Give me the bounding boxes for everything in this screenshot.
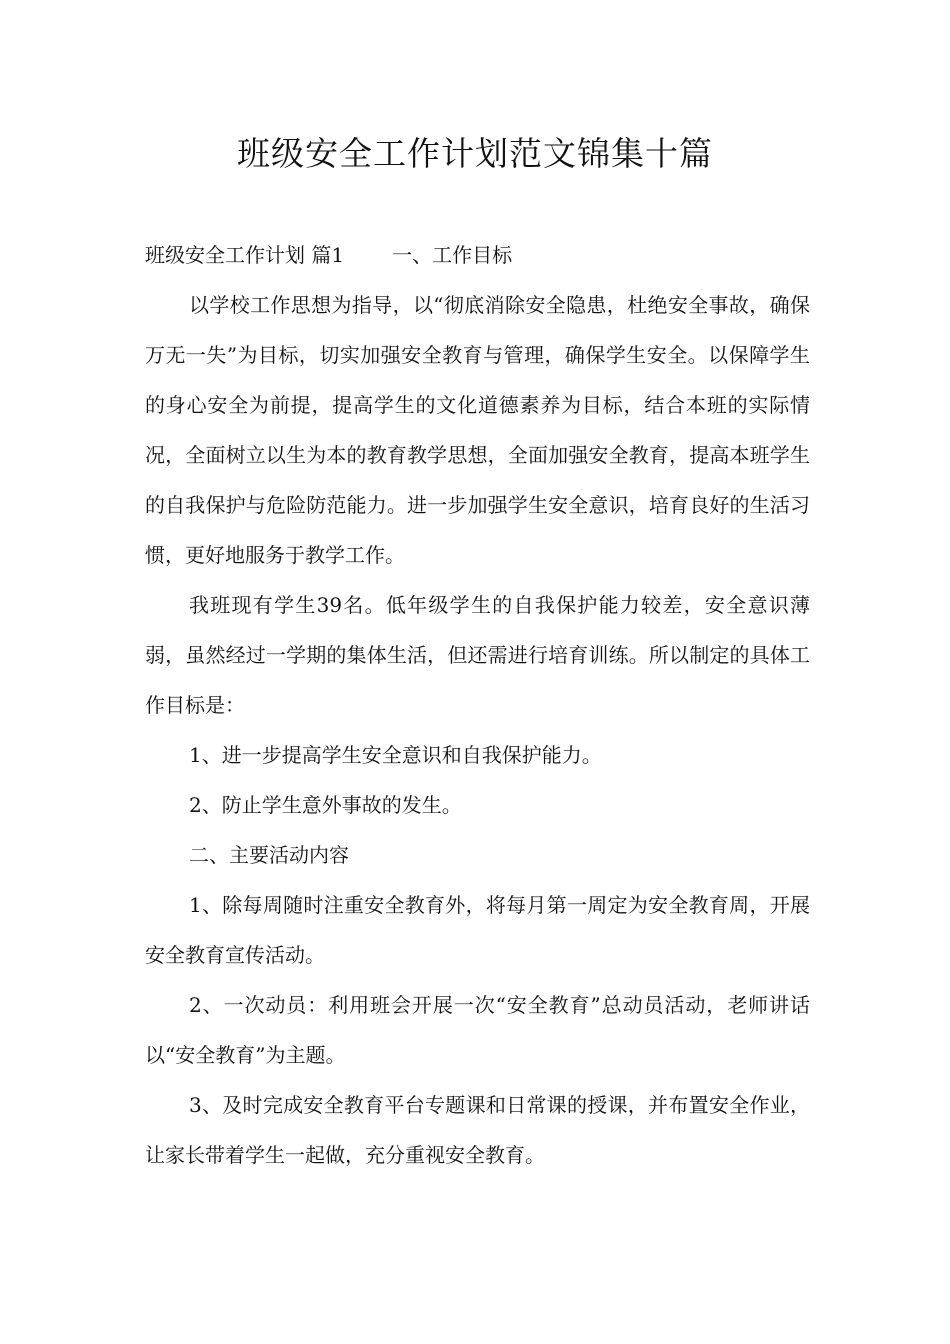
list-item-activity-2: 2、一次动员：利用班会开展一次“安全教育”总动员活动，老师讲话以“安全教育”为主题。 <box>145 993 810 1067</box>
list-item-goal-2: 2、防止学生意外事故的发生。 <box>189 793 462 817</box>
document-title: 班级安全工作计划范文锦集十篇 <box>237 134 713 173</box>
document-body <box>145 230 810 1180</box>
list-item-activity-1: 1、除每周随时注重安全教育外，将每月第一周定为安全教育周，开展安全教育宣传活动。 <box>145 893 810 967</box>
section-heading: 一、工作目标 <box>392 243 513 267</box>
section-label: 班级安全工作计划 篇1 <box>145 243 345 267</box>
list-item-goal-1: 1、进一步提高学生安全意识和自我保护能力。 <box>189 743 602 767</box>
paragraph-goal-intro: 以学校工作思想为指导，以“彻底消除安全隐患，杜绝安全事故，确保万无一失”为目标，切实加强安全教育与管理，确保学生安全。以保障学生的身心安全为前提，提高学生的文化道德素养为目标，结合本班的实际情况，全面树立以生为本的教育教学思想，全面加强安全教育，提高本班学生的自我保护与危险防范能力。进一步加强学生安全意识，培育良好的生活习惯，更好地服务于教学工作。 <box>145 293 810 567</box>
list-item-activity-3: 3、及时完成安全教育平台专题课和日常课的授课，并布置安全作业，让家长带着学生一起做，充分重视安全教育。 <box>145 1093 810 1167</box>
paragraph-class-status: 我班现有学生39名。低年级学生的自我保护能力较差，安全意识薄弱，虽然经过一学期的集体生活，但还需进行培育训练。所以制定的具体工作目标是： <box>145 593 810 717</box>
section-heading-activities: 二、主要活动内容 <box>189 843 349 867</box>
lead-line <box>145 230 810 280</box>
